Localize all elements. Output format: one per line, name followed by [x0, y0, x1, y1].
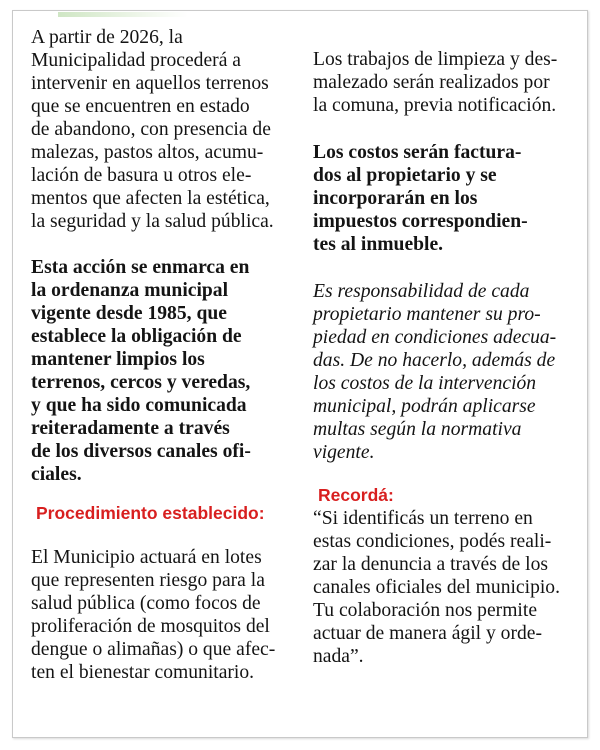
- text-line: Los trabajos de limpieza y des-: [313, 49, 558, 70]
- text-line: ciales.: [31, 464, 82, 485]
- right-column: [313, 48, 575, 668]
- text-line: los costos de la intervención: [313, 373, 537, 394]
- left-column: [31, 26, 293, 684]
- reminder-paragraph: [313, 507, 575, 668]
- text-line: das. De no hacerlo, además de: [313, 350, 556, 371]
- text-line: malezas, pastos altos, acumu-: [31, 142, 264, 163]
- text-line: piedad en condiciones adecua-: [313, 327, 557, 348]
- cleaning-paragraph: [313, 48, 575, 117]
- text-line: que representen riesgo para la: [31, 570, 265, 591]
- intro-paragraph: [31, 26, 293, 233]
- text-line: Esta acción se enmarca en: [31, 257, 250, 278]
- text-line: propietario mantener su pro-: [313, 304, 541, 325]
- text-line: Tu colaboración nos permite: [313, 600, 538, 621]
- text-line: municipal, podrán aplicarse: [313, 396, 536, 417]
- text-line: establece la obligación de: [31, 326, 242, 347]
- text-line: incorporarán en los: [313, 188, 478, 209]
- text-line: nada”.: [313, 646, 364, 667]
- text-line: salud pública (como focos de: [31, 593, 261, 614]
- text-line: ten el bienestar comunitario.: [31, 662, 255, 683]
- text-line: la seguridad y la salud pública.: [31, 211, 274, 232]
- text-line: “Si identificás un terreno en: [313, 508, 533, 529]
- ordinance-paragraph: [31, 256, 293, 486]
- text-line: actuar de manera ágil y orde-: [313, 623, 543, 644]
- text-line: zar la denuncia a través de los: [313, 554, 549, 575]
- reminder-heading: Recordá:: [318, 485, 394, 505]
- text-line: canales oficiales del municipio.: [313, 577, 561, 598]
- text-line: intervenir en aquellos terrenos: [31, 73, 269, 94]
- text-line: impuestos correspondien-: [313, 211, 528, 232]
- text-line: Es responsabilidad de cada: [313, 281, 530, 302]
- text-line: de abandono, con presencia de: [31, 119, 271, 140]
- responsibility-paragraph: [313, 280, 575, 464]
- text-line: lación de basura u otros ele-: [31, 165, 252, 186]
- text-line: tes al inmueble.: [313, 234, 444, 255]
- text-line: El Municipio actuará en lotes: [31, 547, 262, 568]
- text-line: reiteradamente a través: [31, 418, 230, 439]
- text-line: la comuna, previa notificación.: [313, 95, 557, 116]
- text-line: A partir de 2026, la: [31, 27, 183, 48]
- text-line: vigente.: [313, 442, 375, 463]
- procedure-heading: Procedimiento establecido:: [36, 503, 265, 523]
- text-line: estas condiciones, podés reali-: [313, 531, 552, 552]
- text-line: mentos que afecten la estética,: [31, 188, 270, 209]
- procedure-paragraph: [31, 546, 293, 684]
- text-line: Los costos serán factura-: [313, 142, 522, 163]
- text-line: malezado serán realizados por: [313, 72, 550, 93]
- text-line: proliferación de mosquitos del: [31, 616, 270, 637]
- text-line: dos al propietario y se: [313, 165, 497, 186]
- decorative-top-strip: [58, 12, 188, 17]
- costs-paragraph: [313, 141, 575, 256]
- text-line: mantener limpios los: [31, 349, 205, 370]
- text-line: de los diversos canales ofi-: [31, 441, 251, 462]
- text-line: multas según la normativa: [313, 419, 522, 440]
- text-line: terrenos, cercos y veredas,: [31, 372, 251, 393]
- text-line: Municipalidad procederá a: [31, 50, 241, 71]
- text-line: la ordenanza municipal: [31, 280, 229, 301]
- text-line: dengue o alimañas) o que afec-: [31, 639, 276, 660]
- text-line: vigente desde 1985, que: [31, 303, 227, 324]
- text-line: que se encuentren en estado: [31, 96, 250, 117]
- text-line: y que ha sido comunicada: [31, 395, 247, 416]
